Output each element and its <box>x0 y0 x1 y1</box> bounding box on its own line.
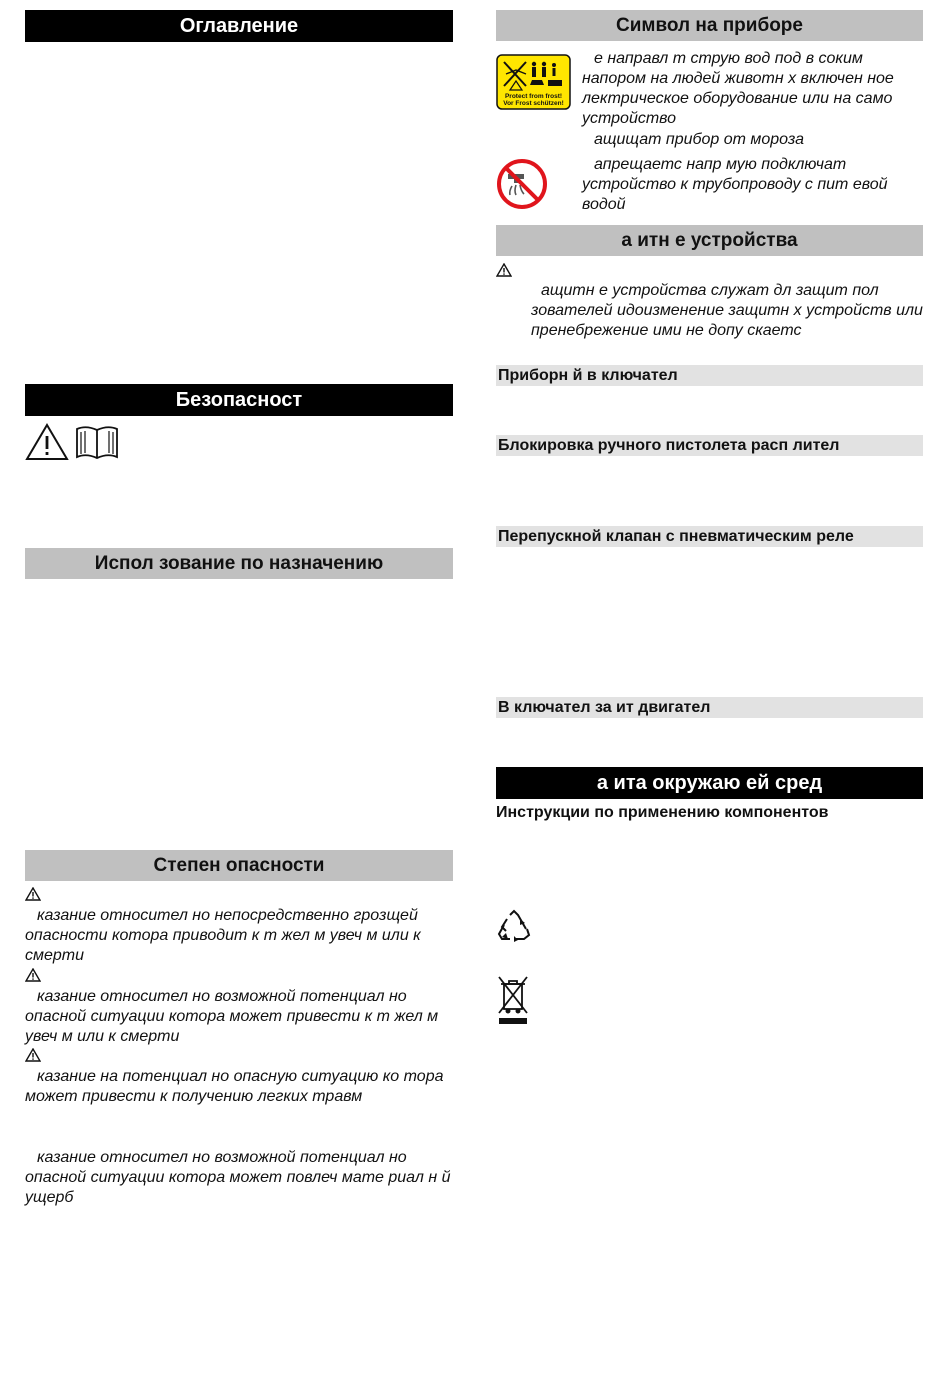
manual-book-icon <box>74 423 120 461</box>
warning-small-icon <box>496 263 512 277</box>
protection-note: ащитн е устройства служат дл защит пол зователей идоизменение защитн х устройств или пренебрежение ими не допу скаетс <box>531 282 923 339</box>
environment-heading: а ита окружаю ей сред <box>496 767 923 799</box>
protection-heading: а итн е устройства <box>496 225 923 256</box>
safety-heading: Безопасност <box>25 384 453 416</box>
environment-subtitle: Инструкции по применению компонентов <box>496 804 829 821</box>
symbols-heading: Символ на приборе <box>496 10 923 41</box>
danger-item-3: казание на потенциал но опасную ситуацию ко тора может привести к получению легких травм <box>25 1068 444 1105</box>
danger-item-1: казание относител но непосредственно грозщей опасности котора приводит к т жел м увеч м или к смерти <box>25 907 421 964</box>
subheading-gun-lock: Блокировка ручного пистолета расп лител <box>496 435 923 456</box>
crossed-bin-icon <box>496 975 530 1027</box>
warning-small-icon <box>25 887 41 901</box>
intended-use-heading: Испол зование по назначению <box>25 548 453 579</box>
recycling-icon <box>496 909 532 945</box>
symbol-item-1: е направл т струю вод под в соким напором на людей животн х включен ное лектрическое оборудование или на само устройство <box>582 50 894 127</box>
danger-item-2: казание относител но возможной потенциал но опасной ситуации котора может привести к т жел м увеч м или к смерти <box>25 988 439 1045</box>
danger-item-4: казание относител но возможной потенциал но опасной ситуации котора может повлеч мате риал н й ущерб <box>25 1149 451 1206</box>
symbol-item-1b: ащищат прибор от мороза <box>594 131 805 148</box>
danger-levels-heading: Степен опасности <box>25 850 453 881</box>
no-drinking-water-icon <box>496 158 548 210</box>
device-label-icon <box>496 54 571 110</box>
subheading-device-switch: Приборн й в ключател <box>496 365 923 386</box>
svg-text:Protect from frost!: Protect from frost! <box>504 93 563 100</box>
warning-small-icon <box>25 968 41 982</box>
svg-text:Vor Frost schützen!: Vor Frost schützen! <box>503 100 564 107</box>
subheading-motor-protection: В ключател за ит двигател <box>496 697 923 718</box>
symbol-item-2: апрещаетс напр мую подключат устройство к трубопроводу с пит евой водой <box>582 156 888 213</box>
warning-triangle-icon <box>25 423 69 461</box>
warning-small-icon <box>25 1048 41 1062</box>
toc-heading: Оглавление <box>25 10 453 42</box>
subheading-bypass-valve: Перепускной клапан с пневматическим реле <box>496 526 923 547</box>
